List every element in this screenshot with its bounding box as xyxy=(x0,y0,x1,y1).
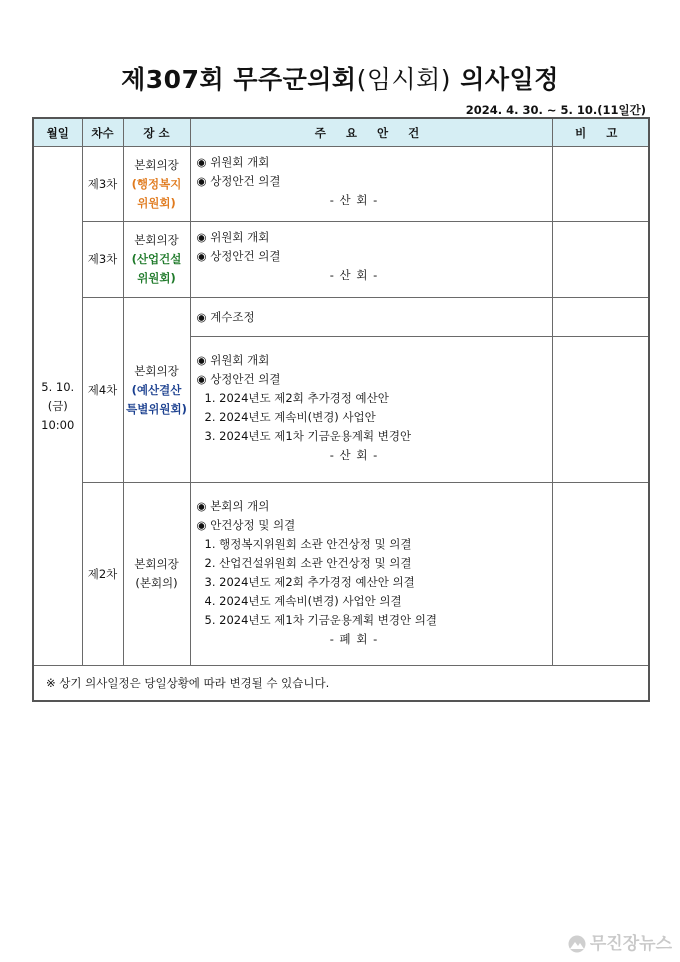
place-label: 본회의장 xyxy=(134,233,179,247)
watermark-text: 무진장뉴스 xyxy=(589,934,672,954)
header-agenda: 주 요 안 건 xyxy=(190,118,552,147)
agenda-item: ◉ 상정안건 의결 xyxy=(196,249,281,263)
adjourn-label: - 산 회 - xyxy=(329,193,379,207)
title-main: 제307회 무주군의회 xyxy=(121,65,357,94)
header-row xyxy=(33,118,649,147)
agenda-item: ◉ 본회의 개의 xyxy=(196,499,270,513)
place-label: 본회의장 xyxy=(134,557,179,571)
remarks-cell xyxy=(552,298,649,337)
agenda-cell xyxy=(190,147,552,222)
order-cell: 제3차 xyxy=(82,222,123,298)
agenda-cell xyxy=(190,337,552,483)
page-title xyxy=(0,60,680,96)
agenda-table xyxy=(32,117,650,702)
place-label: 본회의장 xyxy=(134,157,179,172)
header-date: 월일 xyxy=(33,118,82,147)
schedule-note: ※ 상기 의사일정은 당일상황에 따라 변경될 수 있습니다. xyxy=(33,666,649,702)
place-cell xyxy=(123,298,190,483)
place-label: 본회의장 xyxy=(134,363,179,378)
order-cell: 제3차 xyxy=(82,147,123,222)
table-row xyxy=(33,147,649,222)
date-cell xyxy=(33,147,82,666)
watermark xyxy=(567,929,672,954)
remarks-cell xyxy=(552,337,649,483)
agenda-subitem: 3. 2024년도 제1차 기금운용계획 변경안 xyxy=(204,429,412,443)
header-remarks: 비 고 xyxy=(552,118,649,147)
committee-name: (본회의) xyxy=(135,576,178,590)
order-cell: 제4차 xyxy=(82,298,123,483)
agenda-item: ◉ 안건상정 및 의결 xyxy=(196,518,296,532)
note-row xyxy=(33,666,649,702)
committee-name: (예산결산 특별위원회) xyxy=(126,382,187,416)
agenda-cell xyxy=(190,298,552,337)
agenda-subitem: 1. 행정복지위원회 소관 안건상정 및 의결 xyxy=(204,537,412,551)
table-row xyxy=(33,222,649,298)
place-cell xyxy=(123,483,190,666)
agenda-subitem: 4. 2024년도 계속비(변경) 사업안 의결 xyxy=(204,594,402,608)
table-row xyxy=(33,298,649,337)
title-tail: 의사일정 xyxy=(451,65,559,94)
agenda-item: ◉ 위원회 개회 xyxy=(196,353,270,367)
agenda-cell xyxy=(190,222,552,298)
agenda-item: ◉ 상정안건 의결 xyxy=(196,174,281,188)
remarks-cell xyxy=(552,147,649,222)
agenda-subitem: 2. 산업건설위원회 소관 안건상정 및 의결 xyxy=(204,556,412,570)
mountain-logo-icon xyxy=(567,935,587,953)
agenda-subitem: 5. 2024년도 제1차 기금운용계획 변경안 의결 xyxy=(204,613,437,627)
remarks-cell xyxy=(552,222,649,298)
place-cell xyxy=(123,147,190,222)
adjourn-label: - 산 회 - xyxy=(329,268,379,282)
table-row xyxy=(33,483,649,666)
date-day: 5. 10. xyxy=(41,379,75,394)
agenda-cell xyxy=(190,483,552,666)
remarks-cell xyxy=(552,483,649,666)
agenda-item: ◉ 상정안건 의결 xyxy=(196,372,281,386)
agenda-subitem: 3. 2024년도 제2회 추가경정 예산안 의결 xyxy=(204,575,415,589)
committee-name: (산업건설 위원회) xyxy=(131,252,182,285)
agenda-item: ◉ 위원회 개회 xyxy=(196,155,270,169)
adjourn-label: - 폐 회 - xyxy=(329,632,379,646)
title-paren: (임시회) xyxy=(356,65,452,94)
schedule-period: 2024. 4. 30. ~ 5. 10.(11일간) xyxy=(465,103,646,117)
agenda-item: ◉ 계수조정 xyxy=(196,309,255,324)
agenda-subitem: 2. 2024년도 계속비(변경) 사업안 xyxy=(204,410,376,424)
adjourn-label: - 산 회 - xyxy=(329,448,379,462)
date-weekday: (금) xyxy=(47,398,68,413)
place-cell xyxy=(123,222,190,298)
date-time: 10:00 xyxy=(41,417,75,432)
agenda-item: ◉ 위원회 개회 xyxy=(196,230,270,244)
agenda-subitem: 1. 2024년도 제2회 추가경정 예산안 xyxy=(204,391,389,405)
committee-name: (행정복지 위원회) xyxy=(131,176,182,210)
header-place: 장 소 xyxy=(123,118,190,147)
order-cell: 제2차 xyxy=(82,483,123,666)
header-order: 차수 xyxy=(82,118,123,147)
